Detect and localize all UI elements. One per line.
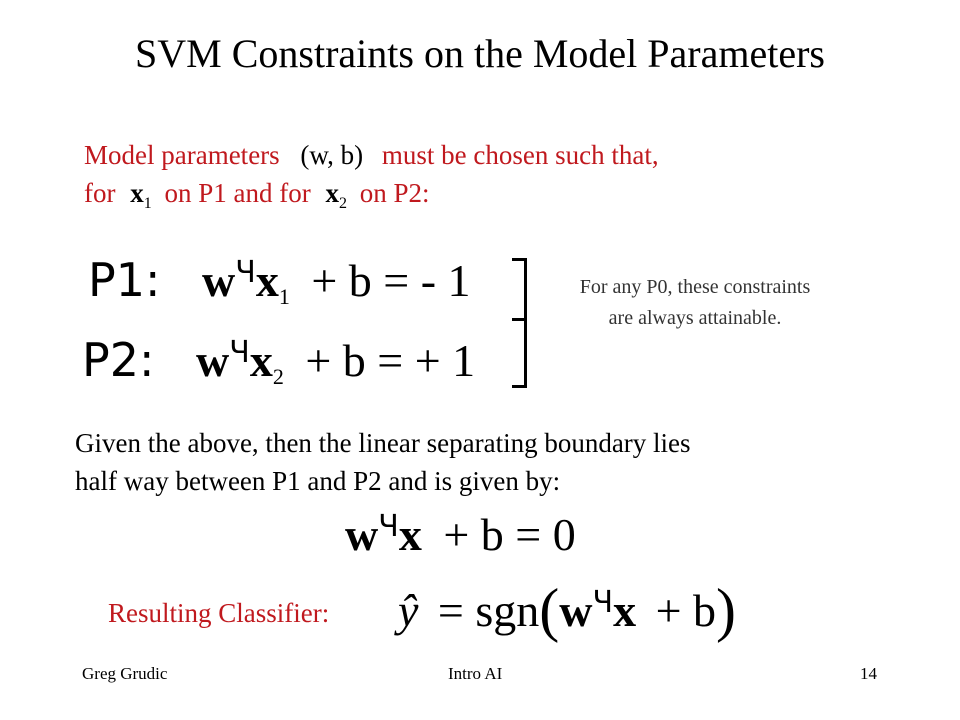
intro-text-4: on P1 and for: [164, 178, 311, 208]
footer-page-number: 14: [860, 664, 877, 683]
classifier-equation: [398, 576, 736, 645]
footer-author: Greg Grudic: [82, 664, 168, 683]
eq1-rest: + b = - 1: [311, 255, 471, 306]
params-symbol: (w, b): [300, 140, 364, 170]
classifier-x: x: [613, 585, 637, 636]
x1-symbol: $x_1$: [130, 178, 152, 212]
intro-line-2: [84, 174, 430, 223]
eq1-sub: 1: [278, 284, 290, 309]
eq2-sub: 2: [272, 364, 284, 389]
open-paren: (: [539, 577, 560, 643]
given-line-2: half way between P1 and P2 and is given by:: [75, 466, 561, 496]
equation-p1: [88, 253, 471, 310]
given-line-1: Given the above, then the linear separating boundary lies: [75, 428, 691, 458]
equation-p2: [82, 333, 475, 390]
intro-text-3: for: [84, 178, 116, 208]
classifier-w: w: [559, 585, 593, 636]
intro-text-1: Model parameters: [84, 140, 280, 170]
eq2-label: P2:: [82, 333, 155, 387]
constraints-note: For any P0, these constraints are always attainable.: [579, 276, 811, 329]
brace-tick: [512, 318, 524, 321]
intro-text-5: on P2:: [359, 178, 430, 208]
boundary-x: x: [398, 509, 422, 560]
x2-symbol: $x_2$: [325, 178, 347, 212]
intro-line-1: [84, 136, 659, 174]
footer-course: Intro AI: [448, 664, 503, 683]
eq1-w: w: [202, 255, 236, 306]
intro-text-2: must be chosen such that,: [381, 140, 659, 170]
boundary-rest: + b = 0: [443, 509, 576, 560]
right-brace: [512, 258, 527, 388]
eq2-w: w: [196, 335, 230, 386]
sgn-text: = sgn: [437, 585, 540, 636]
eq1-x: x: [255, 255, 279, 306]
boundary-transpose-glyph: Ч: [378, 509, 399, 544]
classifier-rest: + b: [655, 585, 717, 636]
boundary-equation: [345, 508, 576, 561]
boundary-w: w: [345, 509, 379, 560]
close-paren: ): [716, 577, 736, 643]
eq1-transpose-glyph: Ч: [235, 255, 256, 290]
classifier-transpose-glyph: Ч: [592, 585, 614, 620]
yhat: ŷ: [398, 585, 419, 636]
classifier-label: Resulting Classifier:: [108, 598, 330, 628]
eq2-x: x: [249, 335, 273, 386]
eq2-transpose-glyph: Ч: [229, 335, 250, 370]
eq1-label: P1:: [88, 253, 161, 307]
slide-title: SVM Constraints on the Model Parameters: [135, 31, 825, 76]
eq2-rest: + b = + 1: [305, 335, 476, 386]
